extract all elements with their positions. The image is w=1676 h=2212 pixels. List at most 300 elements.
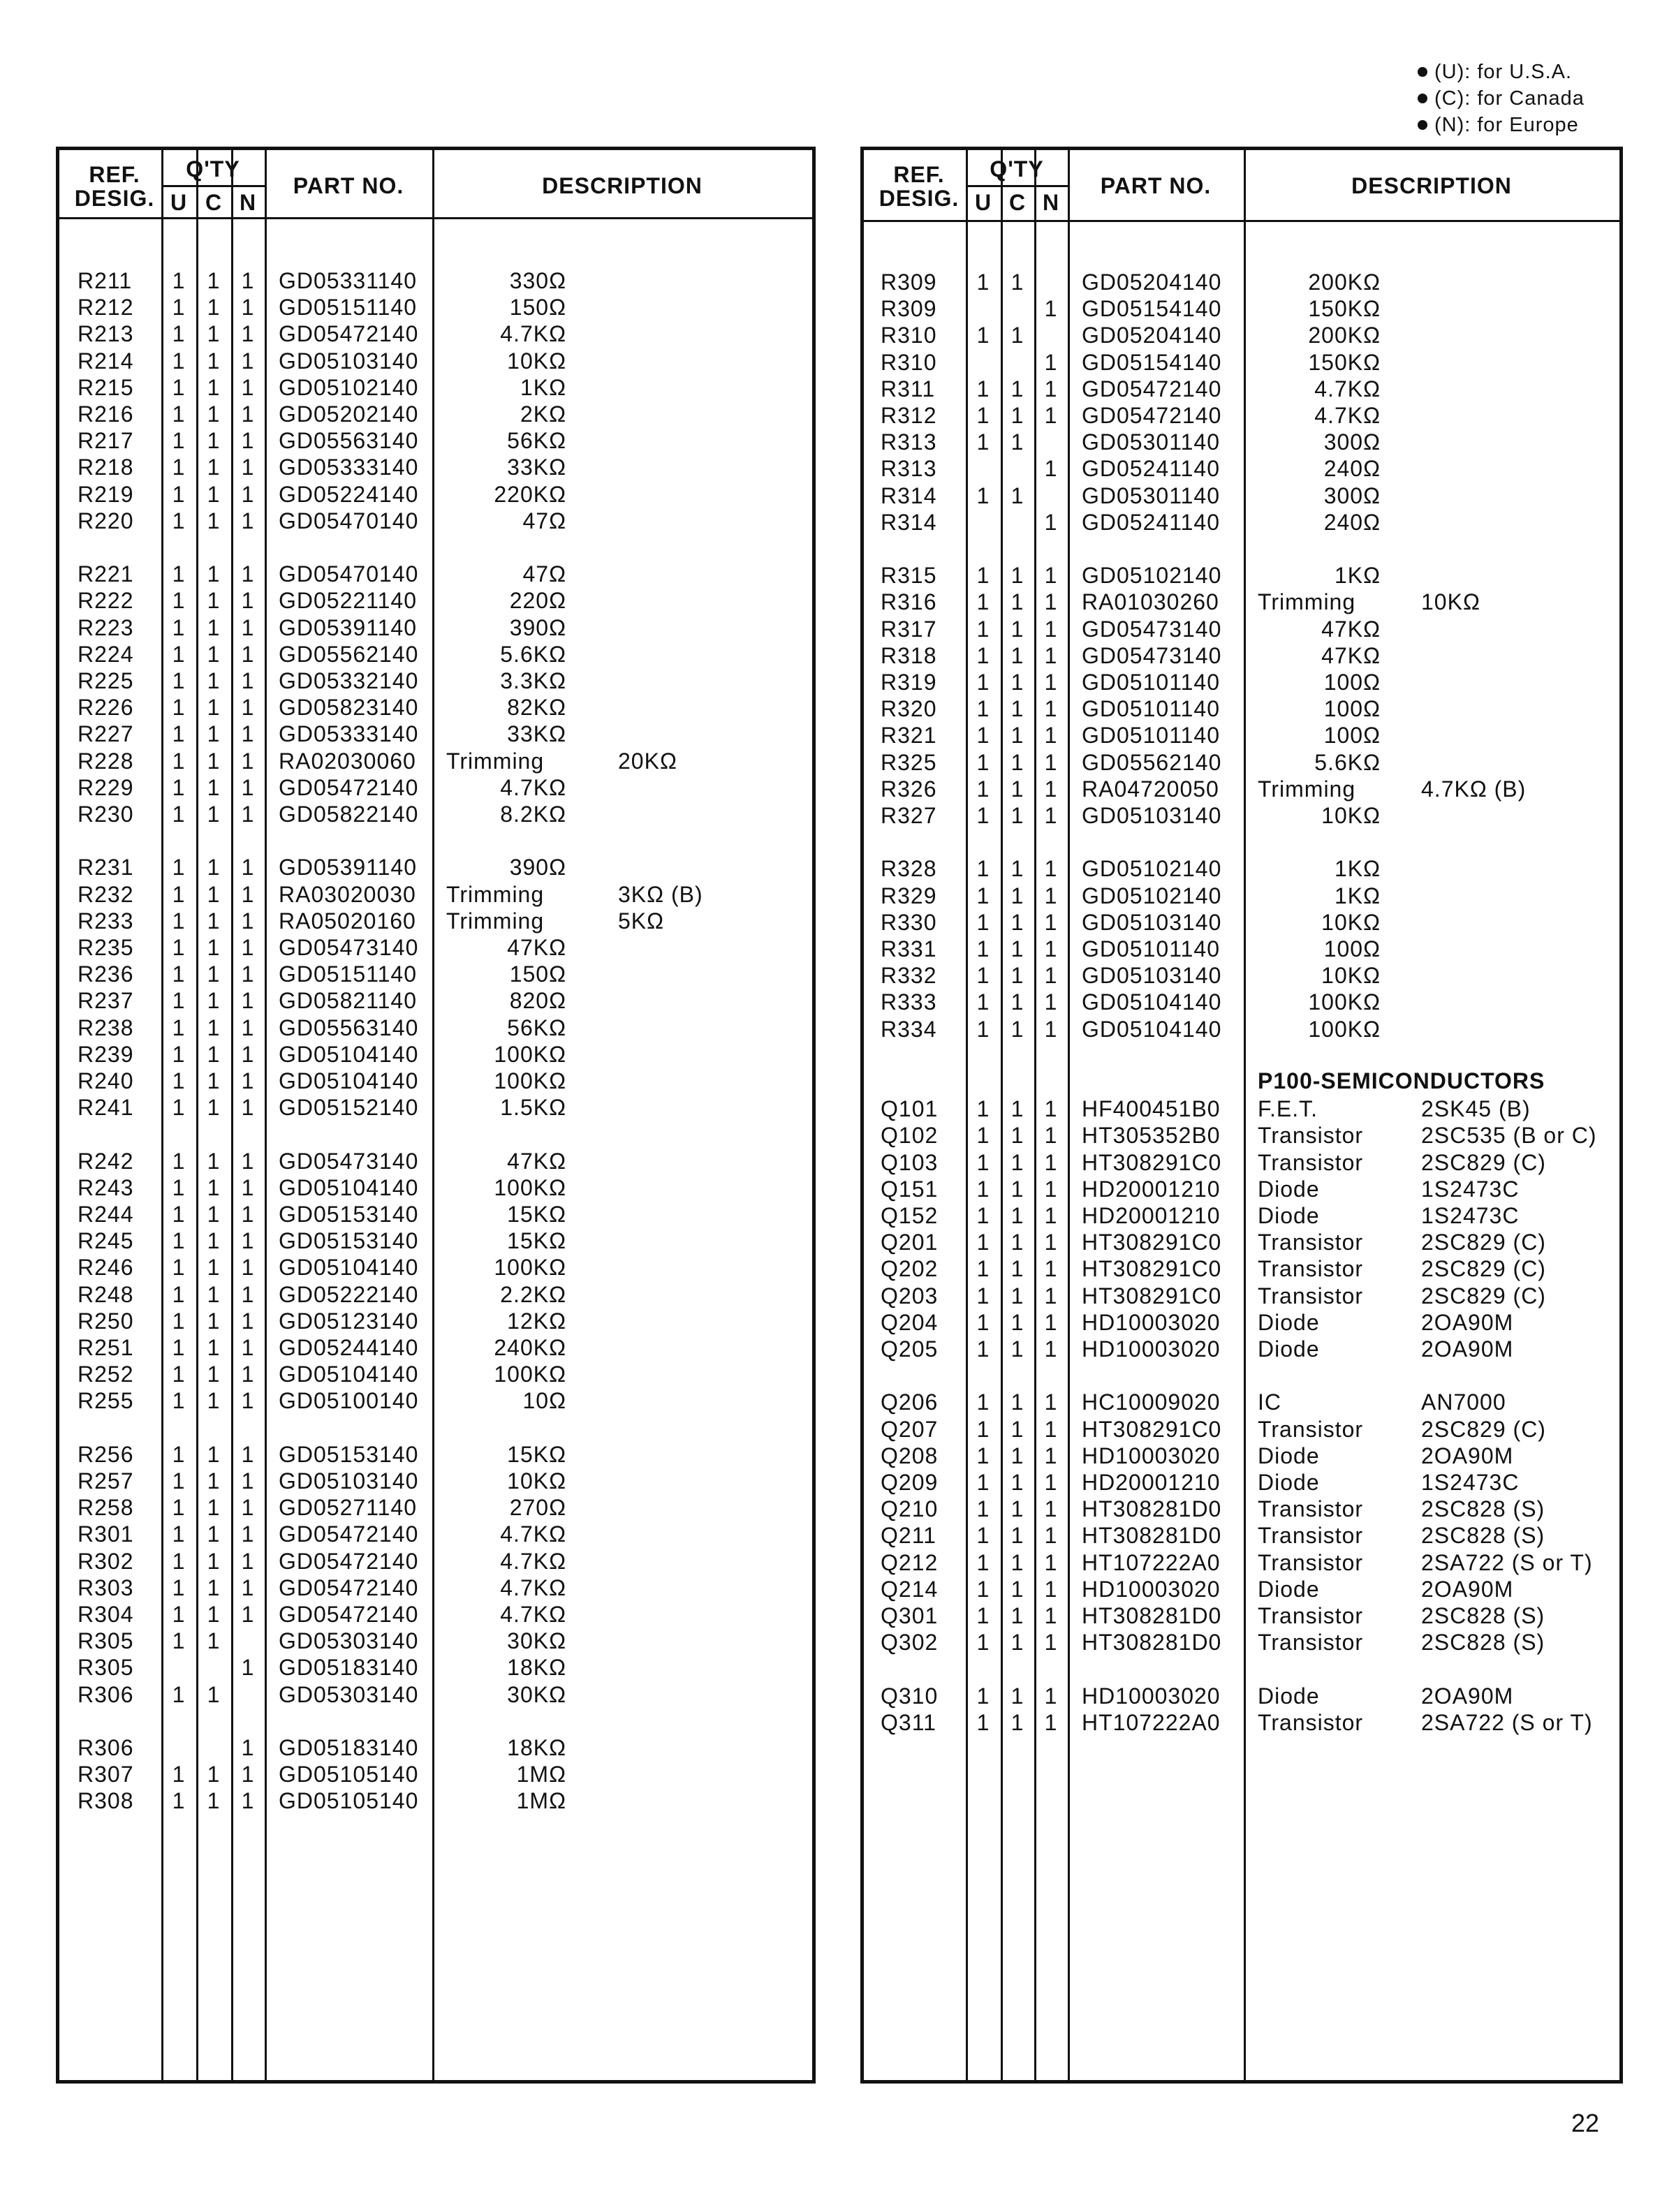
part-no: HT308281D0 bbox=[1082, 1523, 1222, 1549]
part-no: RA01030260 bbox=[1082, 589, 1219, 615]
description: Diode bbox=[1258, 1309, 1320, 1335]
qty-u: 1 bbox=[172, 1762, 186, 1787]
ref-desig: R221 bbox=[78, 561, 134, 587]
part-no: GD05562140 bbox=[279, 641, 419, 667]
description: 200KΩ bbox=[1308, 270, 1381, 295]
qty-n: 1 bbox=[241, 881, 255, 907]
table-row bbox=[59, 294, 812, 320]
qty-c: 1 bbox=[1010, 1603, 1024, 1628]
qty-u: 1 bbox=[172, 1148, 186, 1174]
part-no: HT305352B0 bbox=[1082, 1123, 1221, 1149]
table-row bbox=[864, 402, 1619, 429]
table-row bbox=[864, 616, 1619, 642]
qty-c: 1 bbox=[207, 695, 221, 721]
description: 82KΩ bbox=[507, 695, 566, 721]
table-row bbox=[864, 1176, 1619, 1202]
part-no: GD05104140 bbox=[1082, 1016, 1222, 1042]
part-no: HD10003020 bbox=[1082, 1336, 1221, 1362]
ref-desig: Q204 bbox=[881, 1309, 939, 1335]
qty-c: 1 bbox=[1010, 963, 1024, 989]
description: 33KΩ bbox=[507, 721, 566, 747]
qty-c: 1 bbox=[1010, 1256, 1024, 1282]
description-value: 2SC828 (S) bbox=[1421, 1523, 1545, 1549]
qty-n: 1 bbox=[241, 455, 255, 480]
table-row bbox=[864, 322, 1619, 348]
table-row bbox=[864, 695, 1619, 722]
header-qty: Q'TY bbox=[186, 156, 240, 182]
table-row bbox=[864, 722, 1619, 749]
description-value: 2SC828 (S) bbox=[1421, 1496, 1545, 1522]
qty-c: 1 bbox=[207, 1068, 221, 1093]
table-row bbox=[59, 1254, 812, 1281]
ref-desig: R216 bbox=[78, 401, 134, 427]
description-value: 2SA722 (S or T) bbox=[1421, 1709, 1593, 1735]
part-no: HT107222A0 bbox=[1082, 1549, 1221, 1575]
qty-n: 1 bbox=[241, 428, 255, 454]
ref-desig: R320 bbox=[881, 696, 937, 722]
ref-desig: Q205 bbox=[881, 1336, 939, 1362]
description: 100KΩ bbox=[494, 1174, 566, 1200]
ref-desig: R230 bbox=[78, 802, 134, 827]
qty-c: 1 bbox=[1010, 323, 1024, 348]
description: 47Ω bbox=[522, 508, 566, 533]
qty-c: 1 bbox=[1010, 1709, 1024, 1735]
description: Diode bbox=[1258, 1203, 1320, 1228]
qty-n: 1 bbox=[1044, 403, 1058, 428]
qty-n: 1 bbox=[241, 1602, 255, 1627]
ref-desig: Q101 bbox=[881, 1096, 939, 1122]
part-no: GD05332140 bbox=[279, 668, 419, 693]
description: 150KΩ bbox=[1308, 349, 1381, 375]
qty-c: 1 bbox=[207, 1388, 221, 1414]
ref-desig: R226 bbox=[78, 695, 134, 721]
part-no: GD05151140 bbox=[279, 961, 417, 987]
qty-n: 1 bbox=[241, 1788, 255, 1814]
qty-c: 1 bbox=[207, 1202, 221, 1227]
table-row bbox=[59, 1575, 812, 1601]
qty-u: 1 bbox=[976, 1203, 990, 1228]
qty-c: 1 bbox=[1010, 776, 1024, 802]
qty-n: 1 bbox=[241, 1228, 255, 1254]
qty-n: 1 bbox=[241, 988, 255, 1014]
table-row bbox=[864, 1096, 1619, 1122]
description: Diode bbox=[1258, 1176, 1320, 1202]
description: Transistor bbox=[1258, 1496, 1364, 1522]
qty-n: 1 bbox=[241, 721, 255, 747]
ref-desig: R214 bbox=[78, 348, 134, 374]
description: 10KΩ bbox=[507, 348, 566, 374]
qty-u: 1 bbox=[172, 1095, 186, 1121]
ref-desig: Q212 bbox=[881, 1549, 939, 1575]
part-no: GD05204140 bbox=[1082, 270, 1222, 295]
table-row bbox=[864, 1549, 1619, 1576]
qty-u: 1 bbox=[172, 1362, 186, 1387]
description-value: 2SC828 (S) bbox=[1421, 1603, 1545, 1628]
description: 10KΩ bbox=[1321, 909, 1381, 935]
description: 300Ω bbox=[1323, 429, 1381, 455]
table-row bbox=[59, 1628, 812, 1654]
legend-item bbox=[1418, 112, 1585, 138]
part-no: GD05391140 bbox=[279, 614, 417, 640]
description: 390Ω bbox=[509, 855, 566, 880]
part-no: GD05101140 bbox=[1082, 696, 1220, 722]
part-no: GD05823140 bbox=[279, 695, 419, 721]
header-u: U bbox=[170, 190, 188, 215]
qty-n: 1 bbox=[241, 295, 255, 320]
qty-n: 1 bbox=[1044, 376, 1058, 401]
ref-desig: R242 bbox=[78, 1148, 134, 1174]
description-value: 20KΩ bbox=[618, 748, 677, 774]
description-value: 2SC829 (C) bbox=[1421, 1416, 1546, 1442]
part-no: GD05154140 bbox=[1082, 349, 1222, 375]
qty-c: 1 bbox=[207, 348, 221, 374]
qty-n: 1 bbox=[241, 1174, 255, 1200]
description-value: 2OA90M bbox=[1421, 1309, 1514, 1335]
qty-u: 1 bbox=[172, 588, 186, 614]
description: 100KΩ bbox=[1308, 989, 1381, 1015]
part-no: GD05473140 bbox=[1082, 616, 1222, 642]
qty-u: 1 bbox=[976, 376, 990, 401]
qty-n: 1 bbox=[1044, 1123, 1058, 1149]
part-no: GD05562140 bbox=[1082, 749, 1222, 775]
table-row bbox=[864, 1389, 1619, 1415]
ref-desig: R233 bbox=[78, 908, 134, 934]
ref-desig: R321 bbox=[881, 723, 937, 749]
table-row bbox=[59, 561, 812, 587]
description: 4.7KΩ bbox=[500, 1548, 566, 1574]
qty-c: 1 bbox=[207, 961, 221, 987]
qty-c: 1 bbox=[207, 588, 221, 614]
table-row bbox=[864, 1416, 1619, 1443]
semiconductor-heading bbox=[864, 1068, 1619, 1094]
qty-n: 1 bbox=[241, 1015, 255, 1040]
table-row bbox=[59, 427, 812, 454]
ref-desig: R217 bbox=[78, 428, 134, 454]
part-no: GD05333140 bbox=[279, 721, 419, 747]
qty-u: 1 bbox=[976, 1470, 990, 1495]
qty-c: 1 bbox=[1010, 1576, 1024, 1602]
qty-c: 1 bbox=[207, 295, 221, 320]
ref-desig: R245 bbox=[78, 1228, 134, 1254]
qty-c: 1 bbox=[207, 1495, 221, 1521]
qty-n: 1 bbox=[241, 1735, 255, 1760]
table-row bbox=[59, 1041, 812, 1068]
table-row bbox=[864, 909, 1619, 936]
description: Diode bbox=[1258, 1683, 1320, 1709]
qty-u: 1 bbox=[172, 1308, 186, 1334]
qty-c: 1 bbox=[207, 561, 221, 587]
table-row bbox=[59, 1015, 812, 1041]
qty-u: 1 bbox=[976, 1283, 990, 1308]
description-value: 2OA90M bbox=[1421, 1443, 1514, 1468]
description-value: 10KΩ bbox=[1421, 589, 1480, 615]
part-no: GD05472140 bbox=[279, 321, 419, 347]
qty-u: 1 bbox=[172, 721, 186, 747]
description: 1KΩ bbox=[1334, 856, 1381, 882]
part-no: HD20001210 bbox=[1082, 1176, 1221, 1202]
description-value: 1S2473C bbox=[1421, 1203, 1520, 1228]
table-row bbox=[59, 1681, 812, 1708]
ref-desig: Q201 bbox=[881, 1230, 939, 1255]
part-no: GD05303140 bbox=[279, 1628, 419, 1654]
description: 4.7KΩ bbox=[500, 321, 566, 347]
description-value: 2OA90M bbox=[1421, 1576, 1514, 1602]
description: 3.3KΩ bbox=[500, 668, 566, 693]
qty-n: 1 bbox=[1044, 1683, 1058, 1709]
qty-u: 1 bbox=[976, 616, 990, 642]
ref-desig: Q311 bbox=[881, 1709, 936, 1735]
parts-table-right bbox=[860, 147, 1623, 2084]
ref-desig: R305 bbox=[78, 1655, 134, 1681]
table-row bbox=[59, 1068, 812, 1094]
qty-n: 1 bbox=[1044, 296, 1058, 322]
part-no: GD05301140 bbox=[1082, 429, 1220, 455]
table-row bbox=[864, 1255, 1619, 1282]
description: 47Ω bbox=[522, 561, 566, 587]
description: 1KΩ bbox=[1334, 563, 1381, 589]
qty-u: 1 bbox=[172, 935, 186, 960]
part-no: GD05224140 bbox=[279, 481, 419, 507]
part-no: GD05105140 bbox=[279, 1762, 419, 1787]
ref-desig: R327 bbox=[881, 803, 937, 828]
qty-u: 1 bbox=[172, 668, 186, 693]
qty-n: 1 bbox=[1044, 776, 1058, 802]
part-no: GD05151140 bbox=[279, 295, 417, 320]
description: 390Ω bbox=[509, 614, 566, 640]
qty-n: 1 bbox=[241, 1548, 255, 1574]
qty-u: 1 bbox=[976, 589, 990, 615]
part-no: HT308281D0 bbox=[1082, 1496, 1222, 1522]
qty-n: 1 bbox=[241, 1068, 255, 1093]
ref-desig: Q207 bbox=[881, 1416, 939, 1442]
part-no: GD05563140 bbox=[279, 1015, 419, 1040]
description: 56KΩ bbox=[507, 1015, 566, 1040]
description-value: 2SC829 (C) bbox=[1421, 1149, 1546, 1175]
qty-u: 1 bbox=[976, 1016, 990, 1042]
table-row bbox=[864, 1202, 1619, 1229]
bullet-icon bbox=[1418, 120, 1427, 130]
ref-desig: R307 bbox=[78, 1762, 134, 1787]
ref-desig: Q151 bbox=[881, 1176, 939, 1202]
ref-desig: R314 bbox=[881, 509, 937, 535]
table-row bbox=[864, 883, 1619, 909]
description: 12KΩ bbox=[507, 1308, 566, 1334]
table-row bbox=[864, 1602, 1619, 1629]
qty-n: 1 bbox=[1044, 936, 1058, 961]
description: 100KΩ bbox=[494, 1255, 566, 1281]
ref-desig: R218 bbox=[78, 455, 134, 480]
ref-desig: R334 bbox=[881, 1016, 937, 1042]
part-no: GD05104140 bbox=[279, 1255, 419, 1281]
qty-n: 1 bbox=[241, 1655, 255, 1681]
ref-desig: R246 bbox=[78, 1255, 134, 1281]
qty-n: 1 bbox=[241, 374, 255, 400]
qty-n: 1 bbox=[241, 268, 255, 293]
qty-c: 1 bbox=[207, 988, 221, 1014]
ref-desig: R308 bbox=[78, 1788, 134, 1814]
table-row bbox=[864, 349, 1619, 376]
part-no: GD05183140 bbox=[279, 1735, 419, 1760]
qty-c: 1 bbox=[207, 1548, 221, 1574]
table-row bbox=[864, 1709, 1619, 1736]
qty-u: 1 bbox=[976, 856, 990, 882]
qty-u: 1 bbox=[976, 1603, 990, 1628]
qty-n: 1 bbox=[241, 321, 255, 347]
table-row bbox=[59, 987, 812, 1014]
description: 1MΩ bbox=[516, 1762, 566, 1787]
header-rule bbox=[59, 217, 812, 219]
qty-u: 1 bbox=[976, 963, 990, 989]
ref-desig: R306 bbox=[78, 1681, 134, 1707]
table-row bbox=[59, 1601, 812, 1628]
part-no: HT308291C0 bbox=[1082, 1256, 1222, 1282]
description-value: AN7000 bbox=[1421, 1389, 1506, 1415]
qty-u: 1 bbox=[976, 696, 990, 722]
qty-c: 1 bbox=[1010, 1416, 1024, 1442]
legend-item bbox=[1418, 85, 1585, 112]
qty-u: 1 bbox=[172, 1174, 186, 1200]
qty-c: 1 bbox=[1010, 563, 1024, 589]
table-row bbox=[864, 429, 1619, 455]
part-no: GD05472140 bbox=[279, 774, 419, 800]
qty-u: 1 bbox=[976, 1389, 990, 1415]
ref-desig: Q152 bbox=[881, 1203, 939, 1228]
table-row bbox=[864, 1283, 1619, 1309]
part-no: GD05103140 bbox=[1082, 909, 1222, 935]
header-u: U bbox=[974, 190, 992, 215]
header-c: C bbox=[205, 190, 223, 215]
qty-n: 1 bbox=[1044, 1203, 1058, 1228]
description: Trimming bbox=[446, 748, 545, 774]
qty-c: 1 bbox=[207, 481, 221, 507]
qty-u: 1 bbox=[172, 348, 186, 374]
qty-u: 1 bbox=[172, 1015, 186, 1040]
table-row bbox=[864, 1683, 1619, 1709]
header-part-no: PART NO. bbox=[1100, 173, 1212, 198]
qty-u: 1 bbox=[976, 989, 990, 1015]
qty-c: 1 bbox=[207, 1521, 221, 1547]
table-row bbox=[59, 1387, 812, 1414]
qty-u: 1 bbox=[172, 774, 186, 800]
qty-n: 1 bbox=[241, 1362, 255, 1387]
qty-n: 1 bbox=[1044, 509, 1058, 535]
description: 150Ω bbox=[509, 295, 566, 320]
qty-n: 1 bbox=[1044, 963, 1058, 989]
qty-n: 1 bbox=[1044, 1630, 1058, 1656]
ref-desig: R220 bbox=[78, 508, 134, 533]
table-row bbox=[59, 668, 812, 694]
part-no: GD05100140 bbox=[279, 1388, 419, 1414]
ref-desig: Q209 bbox=[881, 1470, 939, 1495]
part-no: GD05470140 bbox=[279, 508, 419, 533]
qty-n: 1 bbox=[1044, 1443, 1058, 1468]
qty-c: 1 bbox=[1010, 1443, 1024, 1468]
part-no: GD05391140 bbox=[279, 855, 417, 880]
qty-n: 1 bbox=[1044, 1016, 1058, 1042]
qty-c: 1 bbox=[207, 614, 221, 640]
table-row bbox=[59, 348, 812, 374]
description: 220KΩ bbox=[494, 481, 566, 507]
qty-c: 1 bbox=[207, 1468, 221, 1494]
qty-c: 1 bbox=[1010, 856, 1024, 882]
qty-c: 1 bbox=[1010, 909, 1024, 935]
ref-desig: R313 bbox=[881, 456, 937, 482]
qty-n: 1 bbox=[1044, 1230, 1058, 1255]
ref-desig: R232 bbox=[78, 881, 134, 907]
table-row bbox=[864, 1469, 1619, 1496]
ref-desig: R213 bbox=[78, 321, 134, 347]
qty-c: 1 bbox=[207, 855, 221, 880]
qty-u: 1 bbox=[976, 1416, 990, 1442]
part-no: GD05101140 bbox=[1082, 936, 1220, 961]
qty-c: 1 bbox=[207, 1255, 221, 1281]
qty-u: 1 bbox=[976, 1630, 990, 1656]
description: 100KΩ bbox=[494, 1041, 566, 1067]
qty-c: 1 bbox=[207, 668, 221, 693]
qty-c: 1 bbox=[1010, 1523, 1024, 1549]
description-value: 2OA90M bbox=[1421, 1336, 1514, 1362]
table-row bbox=[59, 1148, 812, 1174]
qty-n: 1 bbox=[1044, 856, 1058, 882]
qty-c: 1 bbox=[1010, 1683, 1024, 1709]
description: 330Ω bbox=[509, 268, 566, 293]
table-row bbox=[59, 267, 812, 294]
part-no: GD05101140 bbox=[1082, 670, 1220, 695]
qty-c: 1 bbox=[1010, 403, 1024, 428]
table-row bbox=[59, 1654, 812, 1681]
qty-u: 1 bbox=[976, 1336, 990, 1362]
description-value: 1S2473C bbox=[1421, 1176, 1520, 1202]
description-value: 3KΩ (B) bbox=[618, 881, 703, 907]
table-row bbox=[864, 1496, 1619, 1522]
description-value: 2SC828 (S) bbox=[1421, 1630, 1545, 1656]
table-row bbox=[59, 641, 812, 668]
description: 10Ω bbox=[522, 1388, 566, 1414]
part-no: GD05102140 bbox=[1082, 563, 1222, 589]
ref-desig: R309 bbox=[881, 296, 937, 322]
qty-u: 1 bbox=[172, 988, 186, 1014]
qty-c: 1 bbox=[207, 1095, 221, 1121]
table-row bbox=[59, 1094, 812, 1121]
qty-n: 1 bbox=[1044, 1523, 1058, 1549]
description: 100KΩ bbox=[494, 1362, 566, 1387]
part-no: GD05472140 bbox=[279, 1548, 419, 1574]
qty-n: 1 bbox=[1044, 1176, 1058, 1202]
part-no: RA04720050 bbox=[1082, 776, 1219, 802]
part-no: GD05822140 bbox=[279, 802, 419, 827]
description: Trimming bbox=[446, 881, 545, 907]
qty-c: 1 bbox=[207, 1281, 221, 1307]
qty-u: 1 bbox=[172, 695, 186, 721]
ref-desig: Q102 bbox=[881, 1123, 939, 1149]
table-row bbox=[59, 774, 812, 801]
ref-desig: R304 bbox=[78, 1602, 134, 1627]
table-row bbox=[864, 1629, 1619, 1656]
qty-rule bbox=[161, 185, 265, 187]
description: 2KΩ bbox=[520, 401, 566, 427]
part-no: GD05301140 bbox=[1082, 482, 1220, 508]
qty-u: 1 bbox=[172, 374, 186, 400]
ref-desig: R325 bbox=[881, 749, 937, 775]
part-no: RA05020160 bbox=[279, 908, 416, 934]
qty-n: 1 bbox=[241, 1468, 255, 1494]
description: 100Ω bbox=[1323, 723, 1381, 749]
description: 30KΩ bbox=[507, 1681, 566, 1707]
ref-desig: R317 bbox=[881, 616, 937, 642]
table-row bbox=[864, 669, 1619, 695]
qty-n: 1 bbox=[241, 1388, 255, 1414]
ref-desig: R315 bbox=[881, 563, 937, 589]
